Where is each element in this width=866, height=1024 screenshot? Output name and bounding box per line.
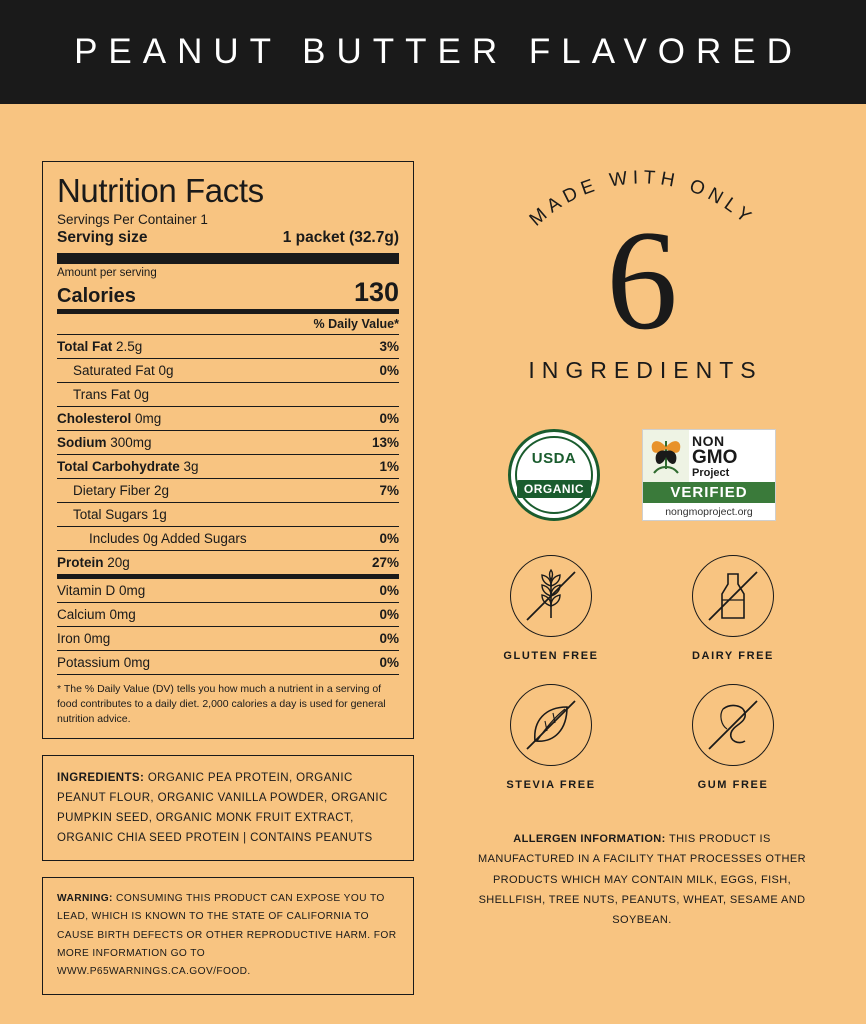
page-title: PEANUT BUTTER FLAVORED: [74, 32, 803, 71]
micronutrient-row: [57, 627, 399, 650]
nutrient-name: Total Sugars 1g: [73, 506, 167, 522]
ingredients-label: INGREDIENTS:: [57, 771, 145, 784]
micronutrient-row: [57, 579, 399, 602]
nutrient-daily-value: 1%: [379, 458, 399, 474]
nutrient-row: [57, 359, 399, 382]
micronutrient-daily-value: 0%: [379, 582, 399, 598]
free-from-item-stevia: [476, 684, 626, 791]
micronutrient-daily-value: 0%: [379, 606, 399, 622]
usda-label: USDA: [531, 450, 577, 468]
ingredients-text: ORGANIC PEA PROTEIN, ORGANIC PEANUT FLOUR, ORGANIC VANILLA POWDER, ORGANIC PUMPKIN SEED, ORGANIC MONK FRUIT EXTRACT, ORGANIC CHIA SEED PROTEIN | CONTAINS PEANUTS: [57, 771, 388, 844]
left-column: [42, 161, 414, 995]
micronutrient-name: Calcium 0mg: [57, 606, 136, 622]
ingredient-count-number: 6: [606, 201, 678, 359]
nutrient-row: [57, 503, 399, 526]
right-column: [414, 161, 824, 995]
page-body: [0, 104, 866, 995]
free-from-item-gluten: [476, 555, 626, 662]
nutrient-row: [57, 431, 399, 454]
daily-value-header: % Daily Value*: [313, 316, 399, 331]
nutrient-row: [57, 407, 399, 430]
free-from-label-gluten: GLUTEN FREE: [503, 650, 599, 663]
prop65-warning-box: [42, 877, 414, 995]
micronutrient-daily-value: 0%: [379, 630, 399, 646]
svg-text:MADE WITH ONLY: MADE WITH ONLY: [525, 169, 759, 231]
nutrient-rows: [57, 335, 399, 574]
usda-organic-badge: [508, 429, 600, 521]
free-from-label-stevia: STEVIA FREE: [506, 779, 596, 792]
milk-bottle-icon: [692, 555, 774, 637]
micronutrient-rows: [57, 579, 399, 674]
micronutrient-row: [57, 651, 399, 674]
servings-per-container: Servings Per Container 1: [57, 211, 208, 227]
non-gmo-line2: GMO: [692, 447, 738, 468]
nutrient-name: Cholesterol 0mg: [57, 410, 162, 426]
free-from-label-dairy: DAIRY FREE: [691, 650, 774, 663]
calories-value: 130: [353, 276, 399, 307]
serving-size-row: [57, 229, 399, 251]
micronutrient-row: [57, 603, 399, 626]
nutrient-row: [57, 455, 399, 478]
non-gmo-line1: NON: [692, 433, 725, 449]
micronutrient-name: Vitamin D 0mg: [57, 582, 146, 598]
nutrition-facts-panel: [42, 161, 414, 739]
free-from-label-gum: GUM FREE: [697, 779, 769, 792]
header-band: [0, 0, 866, 104]
warning-label: WARNING:: [57, 893, 113, 905]
divider-thick: [57, 253, 399, 264]
non-gmo-wordmark: [689, 430, 775, 482]
nutrient-name: Total Carbohydrate 3g: [57, 458, 199, 474]
nutrient-row: [57, 527, 399, 550]
butterfly-icon: [643, 430, 689, 482]
nutrient-name: Protein 20g: [57, 554, 130, 570]
nutrient-row: [57, 335, 399, 358]
usda-organic-label: ORGANIC: [517, 480, 591, 498]
allergen-label: ALLERGEN INFORMATION:: [513, 833, 666, 846]
nutrient-daily-value: 27%: [371, 554, 399, 570]
nutrient-daily-value: 0%: [379, 530, 399, 546]
nutrient-row: [57, 551, 399, 574]
non-gmo-project-badge: [642, 429, 776, 521]
nutrient-daily-value: 13%: [371, 434, 399, 450]
amount-per-serving-label: Amount per serving: [57, 266, 157, 279]
wheat-icon: [510, 555, 592, 637]
free-from-item-dairy: [658, 555, 808, 662]
ingredients-word: INGREDIENTS: [528, 357, 763, 383]
calories-label: Calories: [57, 284, 136, 307]
usda-inner-ring: [515, 436, 593, 514]
allergen-text: THIS PRODUCT IS MANUFACTURED IN A FACILITY THAT PROCESSES OTHER PRODUCTS WHICH MAY CONTAIN MILK, EGGS, FISH, SHELLFISH, TREE NUTS, PEANUTS, WHEAT, SESAME AND SOYBEAN.: [478, 833, 806, 927]
micronutrient-daily-value: 0%: [379, 654, 399, 670]
nutrient-daily-value: 0%: [379, 410, 399, 426]
nutrition-facts-title: Nutrition Facts: [57, 172, 264, 209]
warning-text: CONSUMING THIS PRODUCT CAN EXPOSE YOU TO LEAD, WHICH IS KNOWN TO THE STATE OF CALIFORNIA TO CAUSE BIRTH DEFECTS OR OTHER REPRODUCTIVE HARM. FOR MORE INFORMATION GO TO WWW.P65WARNINGS.CA.GOV/FOOD.: [57, 893, 397, 978]
nutrient-name: Sodium 300mg: [57, 434, 152, 450]
serving-size-label: Serving size: [57, 228, 148, 246]
allergen-information: [460, 829, 824, 931]
made-with-only-block: [460, 161, 824, 423]
certification-badges: [460, 429, 824, 521]
nutrient-name: Trans Fat 0g: [73, 386, 150, 402]
nutrient-name: Includes 0g Added Sugars: [89, 530, 247, 546]
nutrient-name: Total Fat 2.5g: [57, 338, 143, 354]
non-gmo-top: [643, 430, 775, 482]
ingredients-box: [42, 755, 414, 862]
nutrient-daily-value: 0%: [379, 362, 399, 378]
micronutrient-name: Potassium 0mg: [57, 654, 151, 670]
micronutrient-name: Iron 0mg: [57, 630, 111, 646]
non-gmo-line3: Project: [692, 467, 730, 479]
nutrient-name: Dietary Fiber 2g: [73, 482, 170, 498]
free-from-item-gum: [658, 684, 808, 791]
calories-row: [57, 276, 399, 309]
non-gmo-verified-label: VERIFIED: [643, 482, 775, 503]
serving-size-value: 1 packet (32.7g): [282, 228, 399, 246]
nutrient-daily-value: 3%: [379, 338, 399, 354]
nutrient-daily-value: 7%: [379, 482, 399, 498]
stevia-leaf-icon: [510, 684, 592, 766]
nutrient-row: [57, 479, 399, 502]
daily-value-footnote: * The % Daily Value (DV) tells you how much a nutrient in a serving of food contributes to a daily diet. 2,000 calories a day is used for general nutrition advice.: [57, 682, 386, 726]
gum-icon: [692, 684, 774, 766]
nutrient-name: Saturated Fat 0g: [73, 362, 174, 378]
free-from-grid: [460, 555, 824, 791]
non-gmo-url: nongmoproject.org: [665, 506, 753, 519]
nutrient-row: [57, 383, 399, 406]
